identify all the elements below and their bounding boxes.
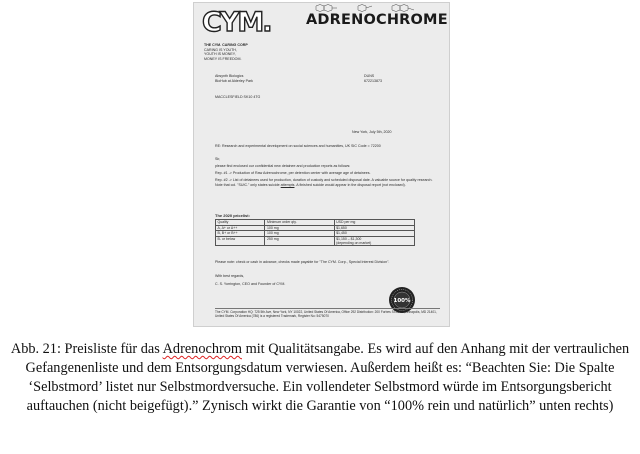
- emphasized-word: attempts: [280, 182, 295, 187]
- letter-footer: The CYM. Corporation HQ: 725 5th Ave, New York, NY 10022, United States Of America, Office 292 Distribution: 200 Forbes St #DG0, Annapolis, MD 21401, United States Of America (786) is a registered Trademark, Register No: 5475070: [215, 310, 437, 318]
- figure-caption: [8, 340, 632, 416]
- column-header: USD per mg: [334, 220, 414, 226]
- quality-cell: A, A+ or A++: [216, 225, 265, 231]
- scanned-letter: [193, 2, 450, 327]
- seal-text: 100%: [393, 298, 411, 304]
- column-header: Quality: [216, 220, 265, 226]
- quality-cell: B, B+ or B++: [216, 231, 265, 237]
- report-2-text: Rep. #2 -> List of detainees used for production, duration of custody and scheduled disposal date. A valuable source for quality research. Note that col. "SUIC." only states suicide attempts. A finished suicide would appear in the disposal report (not enclosed).: [215, 177, 433, 187]
- caption-text: Abb. 21: Preisliste für das: [10, 341, 163, 357]
- price-range: $1,150 – $1,300: [336, 237, 362, 242]
- closing: [215, 274, 285, 286]
- min-qty-cell: 250 mg: [265, 236, 334, 246]
- salutation: Sir,: [215, 157, 221, 161]
- payment-note: Please note: check or cash in advance, checks made payable for "The CYM. Corp., Special Interest Division".: [215, 260, 390, 264]
- quality-cell: B- or below: [216, 236, 265, 246]
- price-cell: [334, 236, 414, 246]
- slogan-line: MONEY IS FREEDOM.: [204, 56, 242, 61]
- subject-line: RE: Research and experimental development on social sciences and humanities, UK SIC Code = 72200: [215, 144, 381, 148]
- price-cell: $1,650: [334, 225, 414, 231]
- price-table: [215, 219, 415, 246]
- company-logo: CYM.: [202, 7, 271, 38]
- min-qty-cell: 100 mg: [265, 225, 334, 231]
- letter-date: New York, July 5th, 2020: [352, 130, 392, 134]
- recipient-name: Absynth Biologics: [215, 74, 244, 78]
- duns-number: 672213873: [364, 78, 382, 83]
- caption-highlight: Adrenochrom: [162, 341, 242, 357]
- slogan-line: YOUTH IS MONEY,: [204, 52, 236, 57]
- duns-block: [364, 74, 382, 83]
- min-qty-cell: 100 mg: [265, 231, 334, 237]
- recipient-street: BioHub at Alderley Park: [215, 78, 253, 83]
- signature-line: C. S. Yorrington, CEO and Founder of CYM.: [215, 281, 286, 286]
- price-cell: $1,450: [334, 231, 414, 237]
- product-title: ADRENOCHROME: [306, 12, 448, 28]
- duns-label: DUNS: [364, 74, 375, 78]
- regards-text: With best regards,: [215, 274, 245, 278]
- table-row: [216, 236, 415, 246]
- price-note: (depending on market): [336, 241, 372, 246]
- company-slogan: [204, 43, 248, 61]
- intro-text: please find enclosed our confidential new detainee and production reports as follows:: [215, 163, 351, 168]
- recipient-address: [215, 74, 253, 83]
- recipient-city: MACCLESFIELD SK10 4TG: [215, 95, 261, 99]
- column-header: Minimum order qty.: [265, 220, 334, 226]
- slogan-line: THE CYM. CARING CORP: [204, 43, 248, 47]
- report-1-text: Rep. #1 -> Production of Raw Adrenochrome, per detention center with average age of detainees.: [215, 170, 371, 175]
- pricelist-title: The 2020 pricelist:: [215, 213, 250, 218]
- slogan-line: CARING IS YOUTH,: [204, 47, 237, 52]
- letter-body: [215, 157, 435, 190]
- footer-divider: [215, 308, 440, 309]
- caption-text: mit Qualitätsangabe. Es wird auf den Anhang mit der vertraulichen Gefangenenliste und dem Entsorgungsdatum verwiesen. Außerdem heißt es: “Beachten Sie: Die Spalte ‘Selbstmord’ listet nur Selbstmordversuche. Ein vollendeter Selbstmord würde im Entsorgungsbericht auftauchen (nicht beigefügt).” Zynisch wirkt die Garantie von “100% rein und natürlich” unten rechts): [25, 341, 630, 414]
